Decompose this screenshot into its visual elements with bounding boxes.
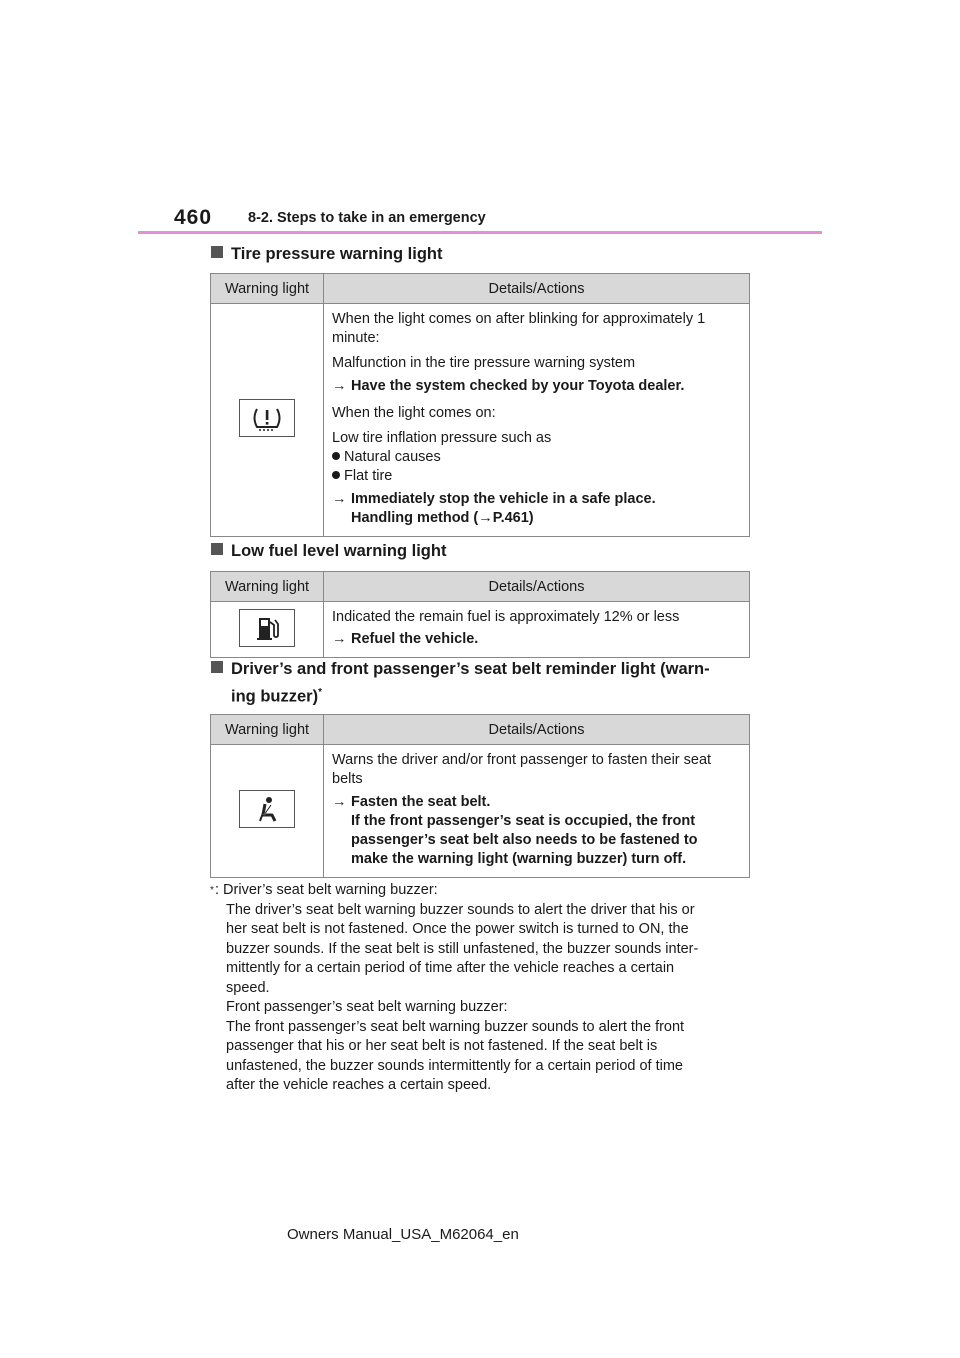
col-details-actions: Details/Actions [324, 572, 750, 602]
heading-text: Driver’s and front passenger’s seat belt reminder light (warn- [231, 660, 710, 678]
table-header-row [211, 715, 750, 745]
arrow-icon: → [478, 510, 493, 526]
arrow-icon: → [332, 378, 347, 394]
detail-text: When the light comes on: [332, 405, 496, 421]
icon-cell [211, 602, 324, 658]
footnote-body [210, 901, 750, 1096]
detail-text: Malfunction in the tire pressure warning system [332, 355, 636, 371]
footnote-line: passenger that his or her seat belt is not fastened. If the seat belt is [226, 1038, 658, 1054]
detail-text: Warns the driver and/or front passenger to fasten their seat belts [332, 752, 712, 787]
arrow-icon: → [332, 794, 347, 810]
header-divider [138, 231, 822, 234]
seat-belt-icon [239, 790, 295, 828]
arrow-icon: → [332, 491, 347, 507]
tire-pressure-table [210, 273, 750, 537]
square-bullet-icon [211, 543, 223, 555]
icon-cell [211, 745, 324, 878]
col-details-actions: Details/Actions [324, 715, 750, 745]
table-row [211, 745, 750, 878]
details-cell [324, 304, 750, 537]
detail-text: When the light comes on after blinking for approximately 1 minute: [332, 311, 706, 346]
section-title: 8-2. Steps to take in an emergency [248, 210, 486, 226]
footnote-line: unfastened, the buzzer sounds intermittently for a certain period of time [226, 1057, 683, 1074]
tire-pressure-warning-icon [239, 399, 295, 437]
heading-text: Low fuel level warning light [231, 542, 447, 560]
low-fuel-table [210, 571, 750, 658]
details-cell [324, 602, 750, 658]
footnote-line: mittently for a certain period of time after the vehicle reaches a certain [226, 960, 675, 976]
fuel-pump-icon [239, 609, 295, 647]
bullet-dot-icon [332, 471, 340, 479]
tire-pressure-heading [211, 242, 443, 266]
col-warning-light: Warning light [211, 715, 324, 745]
list-item: Natural causes [332, 448, 741, 467]
table-row [211, 304, 750, 537]
action-text: → Immediately stop the vehicle in a safe place. Handling method (→P.461) [332, 491, 656, 526]
icon-cell [211, 304, 324, 537]
action-text: → Have the system checked by your Toyota dealer. [332, 378, 685, 394]
table-header-row [211, 572, 750, 602]
table-row [211, 602, 750, 658]
col-warning-light: Warning light [211, 274, 324, 304]
page-reference-link[interactable]: P.461 [492, 510, 529, 526]
footnote-mark: * [210, 885, 214, 896]
footnote-line: The driver’s seat belt warning buzzer sounds to alert the driver that his or [226, 901, 695, 918]
footnote-line: Front passenger’s seat belt warning buzzer: [226, 999, 508, 1015]
low-fuel-heading [211, 539, 446, 563]
seat-belt-heading [211, 657, 710, 709]
arrow-icon: → [332, 631, 347, 647]
footnote-mark: * [318, 687, 322, 698]
detail-text: Low tire inflation pressure such as [332, 430, 552, 446]
detail-text: Indicated the remain fuel is approximately 12% or less [332, 609, 680, 625]
page-number: 460 [174, 206, 213, 229]
footnote-line: speed. [226, 979, 270, 996]
page-footer: Owners Manual_USA_M62064_en [287, 1226, 519, 1243]
list-item: Flat tire [332, 467, 741, 486]
footnote-line: : Driver’s seat belt warning buzzer: [215, 882, 438, 898]
square-bullet-icon [211, 246, 223, 258]
col-details-actions: Details/Actions [324, 274, 750, 304]
seat-belt-table [210, 714, 750, 878]
action-text: → Fasten the seat belt. If the front passenger’s seat is occupied, the front passenger’s seat belt also needs to be fastened to make the warning light (warning buzzer) turn off. [332, 794, 698, 867]
footnote-line: The front passenger’s seat belt warning buzzer sounds to alert the front [226, 1018, 685, 1035]
footnote-line: after the vehicle reaches a certain speed. [226, 1077, 492, 1093]
heading-text: Tire pressure warning light [231, 245, 443, 263]
footnote [210, 881, 750, 1096]
details-cell [324, 745, 750, 878]
action-text: → Refuel the vehicle. [332, 631, 479, 647]
footnote-line: buzzer sounds. If the seat belt is still unfastened, the buzzer sounds inter- [226, 940, 699, 957]
square-bullet-icon [211, 661, 223, 673]
table-header-row [211, 274, 750, 304]
heading-text: ing buzzer) [231, 687, 319, 706]
footnote-line: her seat belt is not fastened. Once the power switch is turned to ON, the [226, 921, 689, 937]
bullet-dot-icon [332, 452, 340, 460]
col-warning-light: Warning light [211, 572, 324, 602]
